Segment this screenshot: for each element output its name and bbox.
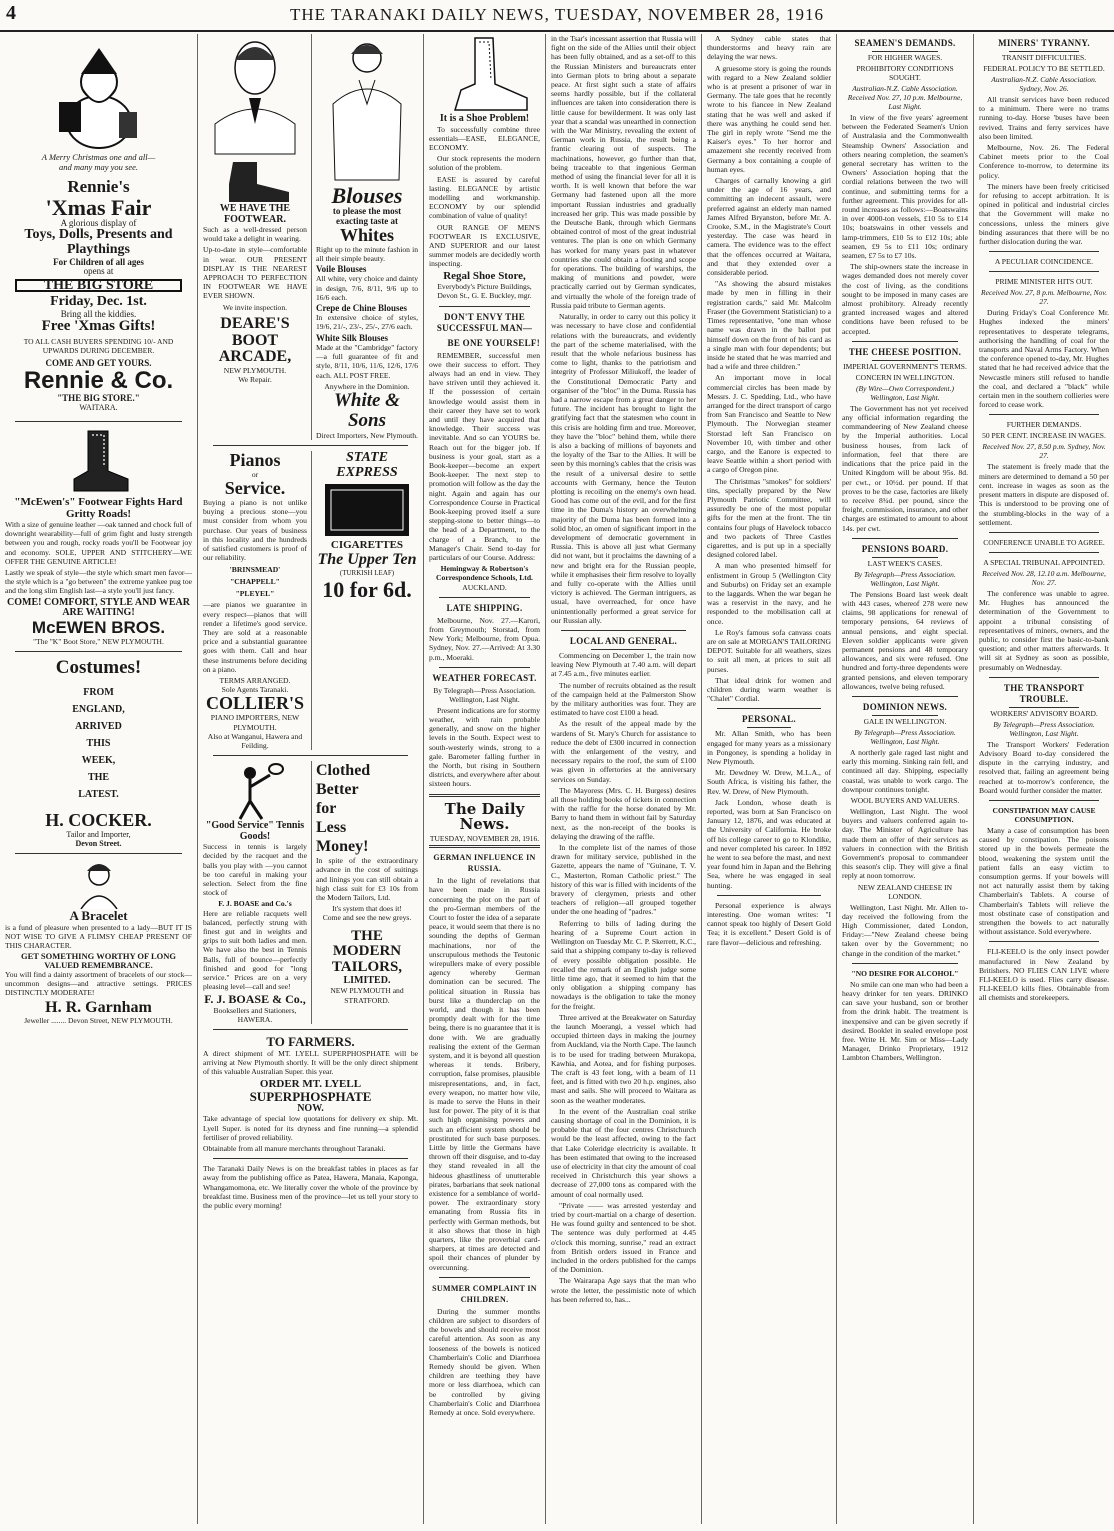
weather-body: Present indications are for stormy weather, with rain probable generally, and snow on the higher levels in the South. Expect west to south-westerly winds, strong to a gale. Barometer falling further in the North, but rising in Southern districts, and everywhere after about sixteen hours. [429, 705, 540, 789]
white-item-desc: In extensive choice of styles, 19/6, 21/-, 23/-, 25/-, 27/6 each. [315, 313, 418, 332]
deare-repair: We Repair. [238, 375, 272, 385]
white-item-name: White Silk Blouses [315, 332, 388, 343]
garnham-body2: You will find a dainty assortment of bracelets of our stock—uncommon designs—and attractive settings. PRICES DISTINCTLY MODERATE! [5, 970, 192, 998]
lyell-body: A direct shipment of MT. LYELL SUPERPHOSPHATE will be arriving at New Plymouth shortly. It will be the only direct shipment of this valuable Australian Super. this year. [203, 1049, 418, 1077]
cheese-body: The Government has not yet received any official information regarding the commandeering of New Zealand cheese by the Imperial authorities. Local business houses, from lack of information, feel that there are indications that the price paid in the United Kingdom will be about 95s. 8d. per cwt., or 10½d. per pound. If that proves to be the case, factories are likely to receive 8¾d. per pound, since the freight, commission, insurance, and other charges are estimated to amount to about 14s. per cwt. [842, 403, 968, 533]
complaint-head: SUMMER COMPLAINT IN CHILDREN. [432, 1283, 537, 1304]
shoe-head: It is a Shoe Problem! [439, 113, 530, 124]
mcewen-firm: McEWEN BROS. [31, 617, 166, 637]
mcewen-sub: "The "K" Boot Store," NEW PLYMOUTH. [33, 636, 164, 646]
hemingway-head: DON'T ENVY THE SUCCESSFUL MAN— [436, 311, 533, 333]
piano-brands: 'BRINSMEAD' "CHAPPELL" "PLEYEL" [229, 565, 281, 599]
local-item: The Wairarapa Age says that the man who wrote the letter, the pessimistic note of which has been referred to, has... [551, 1276, 696, 1304]
miners-body2: Melbourne, Nov. 26. The Federal Cabinet meets prior to the Coal Conference to-morrow, to determine its policy. [979, 143, 1109, 180]
seamen-body: In view of the five years' agreement between the Federated Seamen's Union of Australasia and the Commonwealth Steamship Owners' Association and others nearing completion, the seamen's general secretary has written to the Owners' Association hoping that the cordial relations between the two will continue, and submitting terms for a further agreement. This provides for all-round increases as follows:—Boatswains in over 4000-ton vessels, £10 5s to £14 10s; boatswains in other vessels and lamp-trimmers, £10 5s to £12 10s; able seamen, £9 5s to £11 10s; ordinary seamen, £7 5s to £7 10s. [842, 113, 968, 261]
newspaper-title: THE TARANAKI DAILY NEWS, TUESDAY, NOVEMBER 28, 1916 [289, 5, 824, 24]
collier-or: or [251, 469, 259, 479]
rennie-firm-sub: "THE BIG STORE." [57, 392, 140, 403]
white-item-name: Voile Blouses [315, 264, 367, 275]
miners-sub2: FEDERAL POLICY TO BE SETTLED. [983, 64, 1105, 73]
cigarette-packet-illustration [319, 480, 415, 540]
white-sub: Direct Importers, New Plymouth. [316, 430, 418, 440]
pm-head: PRIME MINISTER HITS OUT. [995, 277, 1093, 287]
column-1 [0, 34, 198, 1524]
seamen-body2: The ship-owners state the increase in wages demanded does not merely cover the cost of living, as the conditions sought to be imposed in many cases are almost prohibitory. Already recently granted increased wages and altered conditions have been refused to be accepted. [842, 262, 968, 336]
collier-service: Service. [224, 478, 286, 499]
coincidence-head: A PECULIAR COINCIDENCE. [994, 257, 1094, 267]
editorial-date: TUESDAY, NOVEMBER 28, 1916. [429, 834, 540, 844]
transport-body: The Transport Workers' Federation Advisory Board to-day considered the dispute in the carrying industry, and resolved that, failing an agreement being reached at to-morrow's conference, the Board would further consider the matter. [979, 739, 1109, 795]
masthead [0, 0, 1114, 32]
shipping-head: LATE SHIPPING. [446, 602, 523, 613]
transport-dateline: By Telegraph—Press Association. Wellington, Last Night. [993, 719, 1095, 738]
modern-towns: NEW PLYMOUTH and STRATFORD. [330, 986, 404, 1005]
lyell-head: TO FARMERS. [266, 1034, 355, 1050]
mcewen-ad [5, 427, 192, 646]
modern-firm: THE MODERN TAILORS, [331, 927, 403, 976]
boase-body: Success in tennis is largely decided by the racquet and the balls you play with —you cannot be too careful in making your selection. Select from the fine stock of [203, 842, 307, 898]
white-firm: White & Sons [333, 389, 400, 431]
nzcheese-body: Wellington, Last Night. Mr. Allen to-day received the following from the High Commissioner, dated London, Friday:—"New Zealand cheese being taken over by the Government; no change in the condition of the market." [842, 902, 968, 958]
pensions-dateline: By Telegraph—Press Association. Wellington, Last Night. [854, 569, 956, 588]
rennie-line1: Rennie's [67, 177, 130, 196]
tribunal-body: The conference was unable to agree. Mr. Hughes has announced the determination of the Government to appoint a tribunal consisting of representatives of miners, owners, and the public, to consider first the basic-to-bank question; and other matters afterwards. It will sit at Sydney as soon as possible, presumably on Wednesday. [979, 588, 1109, 672]
news-item: The Christmas "smokes" for soldiers' tins, specially prepared by the New Plymouth Patriotic Committee, will assuredly be one of the most popular gifts for the men at the front. The tin contains four plugs of Havelock tobacco and two packets of Three Castles cigarettes, and is put up in a specially designed colored label. [707, 476, 831, 560]
rennie-come: COME AND GET YOURS. [45, 358, 152, 369]
weather-head: WEATHER FORECAST. [432, 672, 537, 683]
modern-system: It's system that does it! [332, 904, 402, 914]
news-item: A gruesome story is going the rounds with regard to a New Zealand soldier who is at present a prisoner of war in Germany. The tale goes that he recently wrote to his fiancee in New Zealand stating that he was well and asked if there was anything he could send her. The girl in reply wrote "Send me the Kaiser's eyes." To her horror and amazement she recently received from Germany a box containing a couple of human eyes. [707, 63, 831, 174]
collier-body2: —are pianos we guarantee in every respect—pianos that will render a lifetime's good service. They are sold at a reasonable price and a substantial guarantee goes with them. Call and hear these instruments before deciding on a piano. [203, 600, 307, 674]
column-4 [546, 34, 702, 1524]
garnham-get: GET SOMETHING WORTHY OF LONG VALUED REMEMBRANCE. [20, 951, 177, 971]
hemingway-body: REMEMBER, successful men owe their success to effort. They always had an end in view. They have striven until they achieved it. If the possession of certain knowledge would assist them in their career they have set to work and until they have acquired that knowledge. Their success was inevitable. And so can YOURS be. Reach out for the bigger job. If business is your goal, start as a Book-keeper—become an expert Book-keeper. The next step to promotion will follow as the day the night. Again and again has our Correspondence Course in Practical Book-keeping proved itself a sure stepping-stone to better things—to the head of a Department, to the charge of a Branch, to the Manager's Chair. Send to-day for particulars of our Course. Address: [429, 350, 540, 562]
col2-top-row [203, 34, 418, 440]
editorial-body: In the light of revelations that have been made in Russia concerning the plot on the part of the pro-German members of the Court to foster the idea of a separate peace, it would seem that there is no sounding the depths of German machinations, nor of the unscrupulous methods the Teutonic wirepullers make of every possible agency whereby German domination can be secured. The political situation in Russia has burst like a thunderclap on the world, and though it has been promptly dealt with for the time being, there is no guarantee that it is done with. We are gradually realising the extent of the German system, and it is beyond all question whereas it tends. Bribery, corruption, false promises, plausible misrepresentations, and, in fact, every weapon, no matter how vile, is made to serve the Huns in their lust for power. The pity of it is that such high organising powers and such an efficient system should be prostituted for such base purposes. Little by little the Germans have thrown off their disguise, and to-day they stand revealed in all the hideous ghastliness of unutterable pirates, barbarians that seek national existence for a semblance of world-power. The extraordinary story emanating from Russia fits in perfectly with German methods, but it also shows that those in high quarters, like the proverbial card-sharpers, at times are detected and spoil their chances of plunder by overcunning. [429, 876, 540, 1272]
boase-firm: F. J. BOASE & Co., [204, 992, 306, 1007]
cocker-street: Devon Street. [75, 838, 122, 848]
tribunal-head: A SPECIAL TRIBUNAL APPOINTED. [983, 557, 1105, 567]
transport-sub: WORKERS' ADVISORY BOARD. [990, 708, 1098, 718]
collier-body: Buying a piano is not unlike buying a precious stone—you must consider from whom you purchase. Our years of business in this locality and the hundreds of satisfied customers is proof of our reliability. [203, 497, 307, 563]
rennie-ad [5, 38, 192, 416]
rennie-cash: TO ALL CASH BUYERS SPENDING 10/- AND UPWARDS DURING DECEMBER. [23, 336, 174, 355]
cheese-sub1: IMPERIAL GOVERNMENT'S TERMS. [843, 361, 967, 371]
shoe-body3: EASE is assured by careful lasting. ELEGANCE by artistic modelling and workmanship. ECONOMY by our splendid combination of value of quality! [429, 174, 540, 221]
white-anywhere: Anywhere in the Dominion. [324, 381, 410, 391]
local-item: "Private —— was arrested yesterday and tried by court-martial on a charge of desertion. He was found guilty and sentenced to be shot. The sentence was duly performed at 4.45 o'clock this morning, sunrise," read an extract from British orders issued in France and included in the orders published for the camps of the Dominion. [551, 1200, 696, 1275]
lyell-order: ORDER MT. LYELL [259, 1077, 362, 1090]
state-price: 10 for 6d. [322, 576, 412, 602]
local-item: Commencing on December 1, the train now leaving New Plymouth at 7.40 a.m. will depart at 7.45 a.m., five minutes earlier. [551, 651, 696, 679]
boot-illustration [64, 427, 134, 497]
miners-body: All transit services have been reduced to a minimum. There were no trams running to-day. Horse 'buses have been revived. Trains and ferry services have also been limited. [979, 95, 1109, 141]
rennie-date: Friday, Dec. 1st. [50, 294, 147, 310]
miners-head: MINERS' TYRANNY. [998, 38, 1090, 48]
further-head: FURTHER DEMANDS. [1006, 420, 1082, 430]
hemingway-town: AUCKLAND. [462, 582, 507, 592]
gale-body: A northerly gale raged last night and early this morning. Sinking rain fell, and continued all day. Shipping, especially coastal, was unable to work cargo. The downpour continues tonight. [842, 747, 968, 794]
mcewen-head: "McEwen's" Footwear Fights Hard Gritty Roads! [14, 495, 183, 520]
boase-head: "Good Service" Tennis Goods! [205, 820, 305, 842]
woman-blouse-illustration [319, 34, 415, 184]
white-item-desc: Made at the "Cambridge" factory—a full guarantee of fit and style, 8/11, 10/6, 11/6, 12/6, 17/6 each. ALL POST FREE. [315, 342, 418, 380]
miners-body3: The miners have been freely criticised for refusing to accept arbitration. It is opined in political and industrial circles that the Government will make no concessions, unless the miners give binding assurances that there will be no further dislocation during the war. [979, 181, 1109, 247]
gale-dateline: By Telegraph—Press Association. Wellington, Last Night. [854, 727, 956, 746]
deare-town: NEW PLYMOUTH. [223, 366, 287, 376]
cheese-sub2: CONCERN IN WELLINGTON. [855, 372, 955, 382]
local-item: As the result of the appeal made by the wardens of St. Mary's Church for assistance to reduce the debt of £300 incurred in connection with the enlargement of the vestry, and necessary repairs to the roof, the sum of £100 was given in offertories at the anniversary services on Sunday. [551, 719, 696, 784]
deare-body2: Up-to-date in style—comfortable in wear. OUR PRESENT DISPLAY IS THE NEAREST APPROACH TO PERFECTION IN FOOTWEAR WE HAVE EVER SHOWN. [203, 245, 307, 301]
personal-item: Jack London, whose death is reported, was born at San Francisco on January 12, 1876, and was educated at the University of California. He broke off his college career to go to Klondike, and never completed his career. In 1892 he went to sea before the mast, and next year found him in Japan and the Behring Sea, where he was engaged in seal hunting. [707, 797, 831, 890]
state-turkish: (TURKISH LEAF) [339, 568, 395, 577]
rennie-line6: opens at [83, 265, 114, 276]
miners-sub1: TRANSIT DIFFICULTIES. [1001, 53, 1087, 62]
white-item-desc: All white, very choice and dainty in design, 7/6, 8/11, 9/6 up to 16/6 each. [315, 274, 418, 302]
white-ad [311, 34, 418, 440]
deare-invite: We invite inspection. [222, 302, 288, 312]
lyell-super: SUPERPHOSPHATE [249, 1089, 372, 1105]
state-cig: CIGARETTES [330, 539, 404, 552]
desert-gold-notice: Personal experience is always interesting. One woman writes: "I cannot speak too highly of Desert Gold Tea; it is excellent." Desert Gold is of rare flavor—delicious and refreshing. [707, 900, 831, 947]
lyell-body3: Obtainable from all manure merchants throughout Taranaki. [203, 1143, 386, 1153]
personal-item: Mr. Allan Smith, who has been engaged for many years as a missionary in Pongoney, is spending a holiday in New Plymouth. [707, 729, 831, 767]
cocker-lines: FROM ENGLAND, ARRIVED THIS WEEK, THE LATEST. [72, 686, 125, 800]
editorial-continued: in the Tsar's incessant assertion that Russia will fight on the side of the Allies until their object has been fully obtained, and as a set-off to this the Russian Ministers and bureaucrats enter into German plots to bring about a separate peace. At first sight such a state of affairs seems hardly possible, but if the collateral influences are taken into consideration there is little cause for bewilderment. It was only last year that a scandal was unearthed in connection with the War Ministry, revealing the extent of German work in Russia, the result being a frantic clearing out of suspects. The machinations, however, go further than that, being traceable to that ingenious German method of using the financial lever for all it is worth. It is well known that before the war Germany had fastened upon all the more important Russian industries and gradually increased her grip. This was made possible by the Deutsche Bank, through which Germans obtained control of most of the great industrial ventures. The plan is one on which Germany has worked for many years past in whatever countries she could obtain a footing and scope for operations. The building of warships, the making of munitions and powder, were practically carried out by German syndicates, and virtually the whole of the foreign trade of Russia paid tribute to German agents. [551, 34, 696, 310]
miners-dateline: Australian-N.Z. Cable Association. Sydney, Nov. 26. [991, 75, 1097, 93]
pm-body: During Friday's Coal Conference Mr. Hughes indexed the miners' representatives to desperate telegrams, authorising the handling of coal for the transports and Naval Arms Factory. When the conference opened to-day, Mr. Hughes stated that he had received advice that the Newcastle miners still refused to handle the coal, and declared a "black" while certain men in the southern collieries were forced to cease work. [979, 308, 1109, 410]
collier-head: Pianos [229, 449, 281, 470]
santa-illustration [39, 42, 159, 152]
editorial-continued-2: Naturally, in order to carry out this policy it was necessary to have close and confidential relations with the bureaucrats, and evidently the part of the scheme materialised, with the result that the whole nefarious business has come to light, thanks to the patriotism and integrity of Professor Miliukoff, the leader of the Constitutional Democratic Party and organiser of the "bloc" in the Duma. Russia has had a narrow escape from a great danger to her future. The incident has brought to light the gratifying fact that the statesmen who count in this crisis are holding firm and true. Moreover, they have the "bloc" behind them, while there is also a backing of millions of bayonets and the loyalty of the Tsar to the Allies. It will be seen by this morning's cables that the crisis was the result of a universal desire to settle accounts with Germany, hence the Teuton plotting is recoiling on the enemy's own head. Good has come out of the evil, and for the first time in the Duma's history an overwhelming majority of the Duma has been formed into a solid bloc, an omen of significant import in the development of democratic government in Russia. This is above all just what Germany did not want, but it proclaims the dawning of a new and bright era for the Russian people, while it emphasises their firm resolve to loyally and fully co-operate with the Allies until victory is achieved. The German intriguers, as usual, have overreached, for once have unintentionally performed a great service for our Russian ally. [551, 312, 696, 625]
conf-head: CONFERENCE UNABLE TO AGREE. [983, 537, 1105, 547]
further-dateline: Received Nov. 27, 8.50 p.m. Sydney, Nov. 27. [982, 442, 1106, 461]
deare-body: Such as a well-dressed person would take a delight in wearing. [203, 225, 307, 244]
weather-dateline: By Telegraph—Press Association. Wellington, Last Night. [433, 685, 536, 704]
state-express-ad [311, 451, 418, 750]
collier-agents: Sole Agents Taranaki. [221, 685, 289, 695]
shoe-body: To successfully combine three essentials—EASE, ELEGANCE, ECONOMY. [429, 124, 540, 152]
white-intro: Right up to the minute fashion in all their simple beauty. [315, 244, 418, 264]
lyell-now: NOW. [297, 1102, 324, 1114]
boase-firm-inline: F. J. BOASE and Co.'s [218, 899, 292, 909]
local-general-head: LOCAL AND GENERAL. [569, 636, 678, 646]
nzcheese-head: NEW ZEALAND CHEESE IN LONDON. [857, 882, 953, 901]
seamen-head: SEAMEN'S DEMANDS. [854, 38, 956, 48]
state-upper: The Upper Ten [317, 550, 417, 568]
rennie-line3: A glorious display of [60, 217, 137, 228]
news-item: Le Roy's famous sofa canvass coats are on sale at MORGAN'S TAILORING DEPOT. Suitable for all weathers, sizes to suit all men, at prices to suit all purses. [707, 627, 831, 674]
dominion-head: DOMINION NEWS. [862, 701, 948, 712]
local-item: The Mayoress (Mrs. C. H. Burgess) desires all those holding books of tickets in connection with the raffle for the horse donated by Mr. Barry to hand them in without fail by Saturday next, as the non-receipt of the books is delaying the drawing of the raffle. [551, 785, 696, 841]
mcewen-body2: Lastly we speak of style—the style which smart men favor—the style which is a "go between" the extreme yankee pug toe and the long slim English last—a style you'll just fancy. [5, 568, 192, 596]
white-tag: to please the most exacting taste at [332, 206, 402, 226]
cocker-firm: H. COCKER. [45, 809, 152, 830]
column-6 [837, 34, 974, 1524]
collier-terms: TERMS ARRANGED. [219, 676, 291, 686]
garnham-body: is a fund of pleasure when presented to a lady—BUT IT IS NOT WISE TO GIVE A FLIMSY CHEAP PRESENT OF THIS CHARACTER. [5, 922, 192, 951]
local-item: Referring to bills of lading during the hearing of a Supreme Court action in Wellington on Tuesday Mr. C. P. Skerrett, K.C., said that a shipping company to-day is relieved of every possible obligation possible. He recalled the remark of an English judge some little time ago, that it seemed to him that the only obligation a shipping company has nowadays is the obligation to take the money for the freight. [551, 918, 696, 1011]
further-sub: 50 PER CENT. INCREASE IN WAGES. [982, 431, 1106, 441]
white-head: Blouses [331, 183, 403, 208]
cheese-dateline: (By Wire—Own Correspondent.) Wellington, Last Night. [856, 383, 954, 402]
lyell-ad [203, 1035, 418, 1153]
shoe-firm: Regal Shoe Store, [443, 269, 526, 282]
wool-head: WOOL BUYERS AND VALUERS. [850, 795, 960, 805]
pensions-sub: LAST WEEK'S CASES. [867, 558, 943, 568]
column-7 [974, 34, 1114, 1524]
alcohol-body: No smile can one man who had been a heavy drinker for ten years. DRINKO can save your husband, son or brother from the drink habit. The treatment is inexpensive and can be given secretly if desired. Booklet in sealed envelope post free. Write H. Mr. Sim or Miss—Lady Manager, Drinko Proprietary, 1912 Lambton Chambers, Wellington. [842, 979, 968, 1063]
rennie-bring: Bring all the kiddies. [60, 308, 137, 319]
local-item: In the event of the Australian coal strike causing shortage of coal in the Dominion, it is probable that of the four centres Christchurch would be the least affected, owing to the fact that Lake Coleridge electricity is available. It has been estimated that owing to the increased use of electricity in that city the amount of coal received in Christchurch this year shows a decrease of 27,000 tons as compared with the amount of coal normally used. [551, 1106, 696, 1199]
news-item: An important move in local commercial circles has been made by Messrs. J. C. Spedding, Ltd., who have arranged for the direct transport of cargo from San Francisco and Seattle to New Plymouth. The Norwegian steamer Storstad left San Francisco on November 10, with timber and other cargo, and the Eanore is expected to leave Seattle within a short period with a cargo of Oregon pine. [707, 373, 831, 475]
alcohol-head: "NO DESIRE FOR ALCOHOL" [851, 968, 959, 978]
hemingway-firm: Hemingway & Robertson's Correspondence Schools, Ltd. [436, 564, 533, 583]
garnham-sub: Jeweller ........ Devon Street, NEW PLYMOUTH. [24, 1016, 173, 1026]
news-item: That ideal drink for women and children during warm weather is "Chalet" Cordial. [707, 675, 831, 704]
cheese-head: THE CHEESE POSITION. [848, 346, 962, 357]
garnham-head: A Bracelet [69, 907, 128, 923]
col2-mid-row [203, 451, 418, 750]
deare-firm: DEARE'S BOOT ARCADE, [218, 314, 292, 366]
news-item: "As showing the absurd mistakes made by men in filling in their registration cards," said Mr. Malcolm Fraser (the Government Statistician) to a Times representative, "one man whose name was drawn in the ballot put himself down on the front of his card as a single man with four dependents; but inside he stated that he was married and had a wife and three children." [707, 279, 831, 372]
seamen-sub1: FOR HIGHER WAGES. [867, 53, 943, 62]
further-body: The statement is freely made that the miners are determined to demand a 50 per cent. increase in wages as soon as the present matters in dispute are disposed of. This is understood to be proving one of the stumbling-blocks in the way of a settlement. [979, 462, 1109, 527]
modern-headline: Clothed Better for Less Money! [315, 762, 371, 856]
garnham-firm: H. R. Garnham [45, 998, 152, 1016]
column-5 [702, 34, 837, 1524]
white-whites: Whites [339, 224, 394, 245]
collier-sub: PIANO IMPORTERS, NEW PLYMOUTH. [210, 713, 300, 732]
wool-body: Wellington, Last Night. The wool buyers and valuers conferred again to-day. The Minister of Agriculture has made them an offer of their services as valuers in connection with the British Government's proposal to commandeer this season's clip. They will give a final reply at noon tomorrow. [842, 806, 968, 881]
modern-ltd: LIMITED. [343, 974, 391, 986]
shoe-illustration [435, 34, 535, 114]
lyell-body2: Take advantage of special low quotations for delivery ex ship. Mt. Lyell Super. is noted for its dryness and fine running—a splendid fertiliser of proved reliability. [203, 1114, 418, 1142]
cocker-sub: Tailor and Importer, [66, 829, 131, 839]
local-item: The number of recruits obtained as the result of the campaign held at the Palmerston Show by the military authorities was four. They are estimated to have cost £100 a head. [551, 680, 696, 718]
seamen-sub2: PROHIBITORY CONDITIONS SOUGHT. [856, 64, 954, 82]
boase-body2: Here are reliable racquets well balanced, perfectly strung with finest gut and in weights and grips to suit both ladies and men. We have also the best in Tennis Balls, full of bounce—perfectly finished and good for "long service." Prices are on a very pleasing level—call and see! [203, 908, 307, 992]
editorial-head: GERMAN INFLUENCE IN RUSSIA. [433, 853, 536, 874]
big-store-banner: THE BIG STORE [15, 279, 182, 292]
complaint-body: During the summer months children are subject to disorders of the bowels and should receive most careful attention. As soon as any looseness of the bowels is noticed Chamberlain's Colic and Diarrhoea Remedy should be given. When children are teething they have more or less diarrhoea, which can be controlled by giving Chamberlain's Colic and Diarrhoea Remedy at once. Sold everywhere. [429, 1306, 540, 1418]
hemingway-sub: BE ONE YOURSELF! [447, 337, 540, 348]
rennie-firm: Rennie & Co. [23, 367, 174, 395]
transport-head: THE TRANSPORT TROUBLE. [1003, 682, 1085, 704]
pensions-body: The Pensions Board last week dealt with 443 cases, whereof 278 were new claims, 98 applications for renewal of temporary pensions, 64 reviews of annual pensions, and eight special. Eleven soldier applicants were given permanent pensions and 48 temporary allowances, and six were refused. One hundred and forty-three dependents were granted pensions, and eleven temporary allowances, twelve being refused. [842, 589, 968, 691]
garnham-ad [5, 859, 192, 1026]
shoe-sub: Everybody's Picture Buildings, Devon St., G. E. Buckley, mgr. [437, 282, 532, 301]
page-number: 4 [6, 2, 16, 24]
deare-head: WE HAVE THE FOOTWEAR. [219, 203, 291, 225]
boase-sub: Booksellers and Stationers, HAWERA. [213, 1005, 297, 1025]
constipation-body: Many a case of consumption has been caused by constipation. The poisons stored up in the bowels permeate the blood, weakening the system until the patient falls an easy victim to consumption germs. If your bowels will not act naturally assist them by taking Chamberlain's Tablets. A course of Chamberlain's Tablets will relieve the most obstinate case of constipation and strengthen the bowels to act naturally without assistance. Sold everywhere. [979, 825, 1109, 937]
shoe-body4: OUR RANGE OF MEN'S FOOTWEAR IS EXCLUSIVE, AND SUPERIOR and our latest summer models are decidedly worth inspecting. [429, 222, 540, 269]
state-brand: STATE EXPRESS [336, 449, 398, 480]
personal-item: Mr. Dewdney W. Drew, M.L.A., of South Africa, is visiting his father, the Rev. W. Drew, of New Plymouth. [707, 768, 831, 796]
tribunal-dateline: Received Nov. 28, 12.10 a.m. Melbourne, Nov. 27. [982, 568, 1106, 587]
modern-tailors-ad [311, 761, 418, 1024]
shipping-body: Melbourne, Nov. 27.—Karori, from Greymouth; Storstad, from New York; Melbourne, from Opua. Sydney, Nov. 27.—Arrived: At 3.30 p.m., Moeraki. [429, 615, 540, 662]
mcewen-come: COME! COMFORT, STYLE AND WEAR ARE WAITING! [7, 596, 190, 619]
white-item-name: Crepe de Chine Blouses [315, 303, 408, 314]
rennie-line2: 'Xmas Fair [45, 194, 152, 220]
flikeelo-notice: FLI-KEELO is the only insect powder manufactured in New Zealand by Britishers. NO FLIES CAN LIVE where FLI-KEELO is used. Flies carry disease. FLI-KEELO kills flies. Obtainable from all chemists and storekeepers. [979, 947, 1109, 1003]
cocker-ad [5, 658, 192, 848]
man-portrait-illustration [205, 34, 305, 204]
collier-firm: COLLIER'S [205, 693, 304, 714]
local-item: In the complete list of the names of those drawn for military service, published in the Gazette, appears the name of "Guinane, T. V. C., Masterton, Roman Catholic priest." The history of this war is filled with incidents of the bravery of clergymen, priests and other teachers of religion—all grouped together under the one heading of "padres." [551, 843, 696, 917]
pm-dateline: Received Nov. 27, 8 p.m. Melbourne, Nov. 27. [981, 288, 1107, 307]
collier-also: Also at Wanganui, Hawera and Feilding. [207, 731, 303, 750]
editorial-title: The Daily News. [444, 799, 525, 834]
mcewen-body: With a size of genuine leather —oak tanned and chock full of downright wearability—full of grim fight and lusty strength between you and rough, rocky roads you'll be Footwear joy and economy. SOLE, UPPER AND STITCHERY—WE OFFER THE GENUINE ARTICLE! [5, 520, 192, 566]
tennis-player-illustration [220, 761, 290, 821]
boase-ad [203, 761, 307, 1024]
modern-come: Come and see the new greys. [322, 913, 412, 923]
lady-illustration [69, 859, 129, 909]
col2-lower-row [203, 761, 418, 1024]
rennie-gifts: Free 'Xmas Gifts! [41, 318, 156, 335]
constipation-head: CONSTIPATION MAY CAUSE CONSUMPTION. [992, 805, 1096, 824]
modern-body: In spite of the extraordinary advance in the cost of suitings and linings you can still obtain a high class suit for £3 10s from the Modern Tailors, Ltd. [315, 856, 418, 902]
rennie-greeting: A Merry Christmas one and all—and many may you see. [41, 152, 156, 172]
rennie-line4: Toys, Dolls, Presents and Playthings [24, 227, 173, 257]
rennie-line5: For Children of all ages [53, 256, 144, 267]
column-3 [424, 34, 546, 1524]
news-item: A man who presented himself for enlistment in Group 5 (Wellington City and Suburbs) on Friday set an example to the laggards. When the war began he was a reservist in the navy, and he responded to the mobilisation call at once. [707, 561, 831, 626]
gale-head: GALE IN WELLINGTON. [863, 716, 947, 726]
rennie-town: WAITARA. [79, 402, 118, 412]
deare-ad [203, 34, 307, 440]
pensions-head: PENSIONS BOARD. [861, 543, 949, 554]
local-item: Three arrived at the Breakwater on Saturday the launch Moerangi, a vessel which had occupied thirteen days in making the journey from Auckland, via the North Cape. The launch is to be used for trading between Murakopa, Kawhia, and Aotea, and for fishing purposes. The craft is 43 feet long, with a beam of 11 feet, and is fitted with two 20 h.p. engines, also mast and sails. She will proceed to Waitara as soon as the weather moderates. [551, 1012, 696, 1105]
column-2 [198, 34, 424, 1524]
personal-head: PERSONAL. [742, 714, 796, 725]
news-item: Charges of carnally knowing a girl under the age of 16 years, and committing an indecent assault, were preferred against an elderly man named James Alfred Bryanston, before Mr. A. Crooke, S.M., in the Magistrate's Court yesterday. The case was heard in camera. The evidence was to the effect that the offences occurred at Waitara, and that they extended over a considerable period. [707, 176, 831, 278]
circulation-notice: The Taranaki Daily News is on the breakfast tables in places as far away from the publishing office as Patea, Hawera, Manaia, Kaponga, Whangamomona, etc. We literally cover the whole of the province by breakfast time. Business men of the province—let us tell your story to the public every morning! [203, 1164, 418, 1210]
collier-ad [203, 451, 307, 750]
seamen-dateline: Australian-N.Z. Cable Association. Received Nov. 27, 10 p.m. Melbourne, Last Night. [847, 84, 963, 111]
cocker-h1: Costumes! [55, 656, 142, 678]
shoe-body2: Our stock represents the modern solution of the problem. [429, 154, 540, 173]
news-item: A Sydney cable states that thunderstorms and heavy rain are delaying the war news. [707, 34, 831, 62]
